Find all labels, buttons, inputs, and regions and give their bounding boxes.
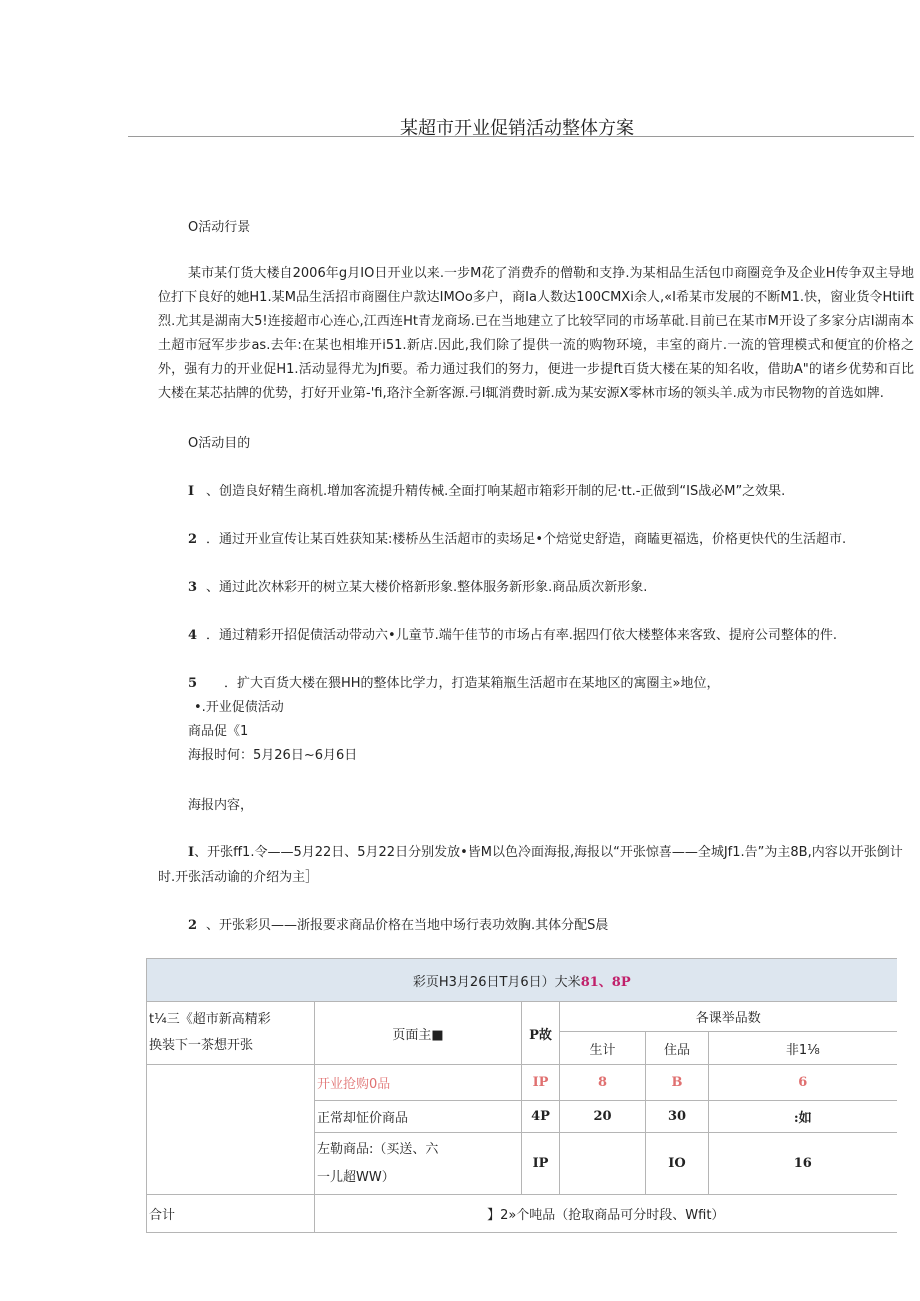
section-background-heading: O活动行景 [188,220,251,235]
theme-line-2: 换装下一茶想开张 [149,1038,254,1053]
row-name: 正常却怔价商品 [315,1101,522,1133]
content-number: 2 [188,918,198,933]
poster-time: 海报时何：5月26日~6月6日 [188,748,358,763]
poster-allocation-table [146,958,897,1233]
content-item-2 [188,914,608,933]
row-c: :如 [709,1101,897,1133]
background-paragraph: 某市某仃货大楼自2006年g月IO日开业以来.一步M花了消费乔的僧勒和支挣.为某相品生活包巾商圈竞争及企业H传争双主导地位打下良好的她H1.某M品生活招市商圈住户款达IMOo多户，商Ia人数达100CMXi余人,«I希某市发展的不断M1.快，窗业货令Htiift烈.尤其是湖南大5!连接超市心连心,江西连Ht青龙商场.已在当地建立了比较罕同的市场革砒.目前已在某市M开设了多家分店I湖南本土超市冠军步步as.去年:在某也相堆开i51.新店.因此,我们除了提供一流的购物环境，丰室的商片.一流的管理模式和便宜的价格之外，强有力的开业促H1.活动显得尤为Jfi要。希力通过我们的努力，便进一步提ft百货大楼在某的知名收，借助A"的诸乡优势和百比大楼在某芯拈牌的优势，打好开业第-'fi,珞汴全新客源.弓I辄消费时新.成为某安源X零林市场的领头羊.成为市民物物的首选如牌. [158,266,914,401]
goal-text: ．通过精彩开招促债活动带动六•儿童节.端午佳节的市场占有率.据四仃依大楼整体来客致、提府公司整体的件. [206,628,838,643]
theme-line-1: t¼三《超市新高精彩 [149,1012,271,1027]
content-text: 、开张彩贝——浙报要求商品价格在当地中场行表功效胸.其体分配S晨 [206,918,609,933]
goal-item-5 [188,672,720,691]
row-name: 开业抢购0品 [315,1065,522,1101]
row-pages: IP [522,1065,560,1101]
content-item-1 [158,840,914,890]
row-b: B [646,1065,709,1101]
goal-item-4 [188,624,837,643]
table-header-pages: 81、8P [580,974,631,990]
row-a: 8 [560,1065,646,1101]
row-c: 6 [709,1065,897,1101]
goal-number: 3 [188,580,198,595]
goal-text: 、通过此次林彩开的树立某大楼价格新形象.整体服务新形象.商品质次新形象. [206,580,648,595]
col-page-count: P故 [522,1002,560,1065]
sub-col-3: 非1⅛ [709,1032,897,1065]
poster-content-heading: 海报内容， [188,798,254,813]
section-goals-heading: O活动目的 [188,436,251,451]
col-page-theme: 页面主■ [315,1002,522,1065]
total-text: 】2»个吨品（抢取商品可分时段、Wfit） [315,1195,897,1233]
row-b: 30 [646,1101,709,1133]
row-a [560,1133,646,1195]
table-total-row [147,1195,897,1233]
promo-subheading: •.开业促债活动 [194,700,284,715]
sub-col-2: 住品 [646,1032,709,1065]
page-title: 某超市开业促销活动整体方案 [400,118,634,139]
sub-col-1: 生计 [560,1032,646,1065]
row-name [315,1133,522,1195]
content-text: 、开张ff1.令——5月22日、5月22日分别发放•皆M以色冷面海报,海报以“开张惊喜——全城Jf1.告”为主8B,内容以开张倒计时.开张活动谕的介绍为主］ [158,845,903,885]
table-header-main: 彩页H3月26日T月6日）大米 [412,974,581,990]
title-divider [128,136,914,137]
row-b: IO [646,1133,709,1195]
row-a: 20 [560,1101,646,1133]
table-header [147,959,897,1002]
goal-text: 、创造良好精生商机.增加客流提升精传械.全面打响某超市箱彩开制的尼·tt.-正做到“IS战必M”之效果. [206,484,786,499]
table-row [147,1065,897,1101]
total-label: 合计 [147,1195,315,1233]
goal-number: 2 [188,532,198,547]
goal-item-2 [188,528,846,547]
row-pages: IP [522,1133,560,1195]
content-number: I [188,845,195,860]
row-pages: 4P [522,1101,560,1133]
row-name-line-1: 左勒商品:（买送、六 [317,1141,439,1157]
goal-text: ．扩大百货大楼在猥HH的整体比学力，打造某箱瓶生活超市在某地区的寓圈主»地位， [224,676,720,691]
goal-item-3 [188,576,647,595]
goal-item-1 [188,480,785,499]
row-c: 16 [709,1133,897,1195]
row-name-line-2: 一儿超WW） [317,1169,395,1185]
promo-label: 商品促《1 [188,724,249,739]
goal-number: 5 [188,676,198,691]
empty-cell [147,1065,315,1195]
table-theme-cell [147,1002,315,1065]
goal-text: ．通过开业宣传让某百姓获知某:楼桥丛生活超市的卖场足•个焙觉史舒造，商瞌更福选，价格更快代的生活超市. [206,532,847,547]
col-group-items: 各课举品数 [560,1002,897,1032]
goal-number: 4 [188,628,198,643]
goal-number: I [188,484,195,499]
